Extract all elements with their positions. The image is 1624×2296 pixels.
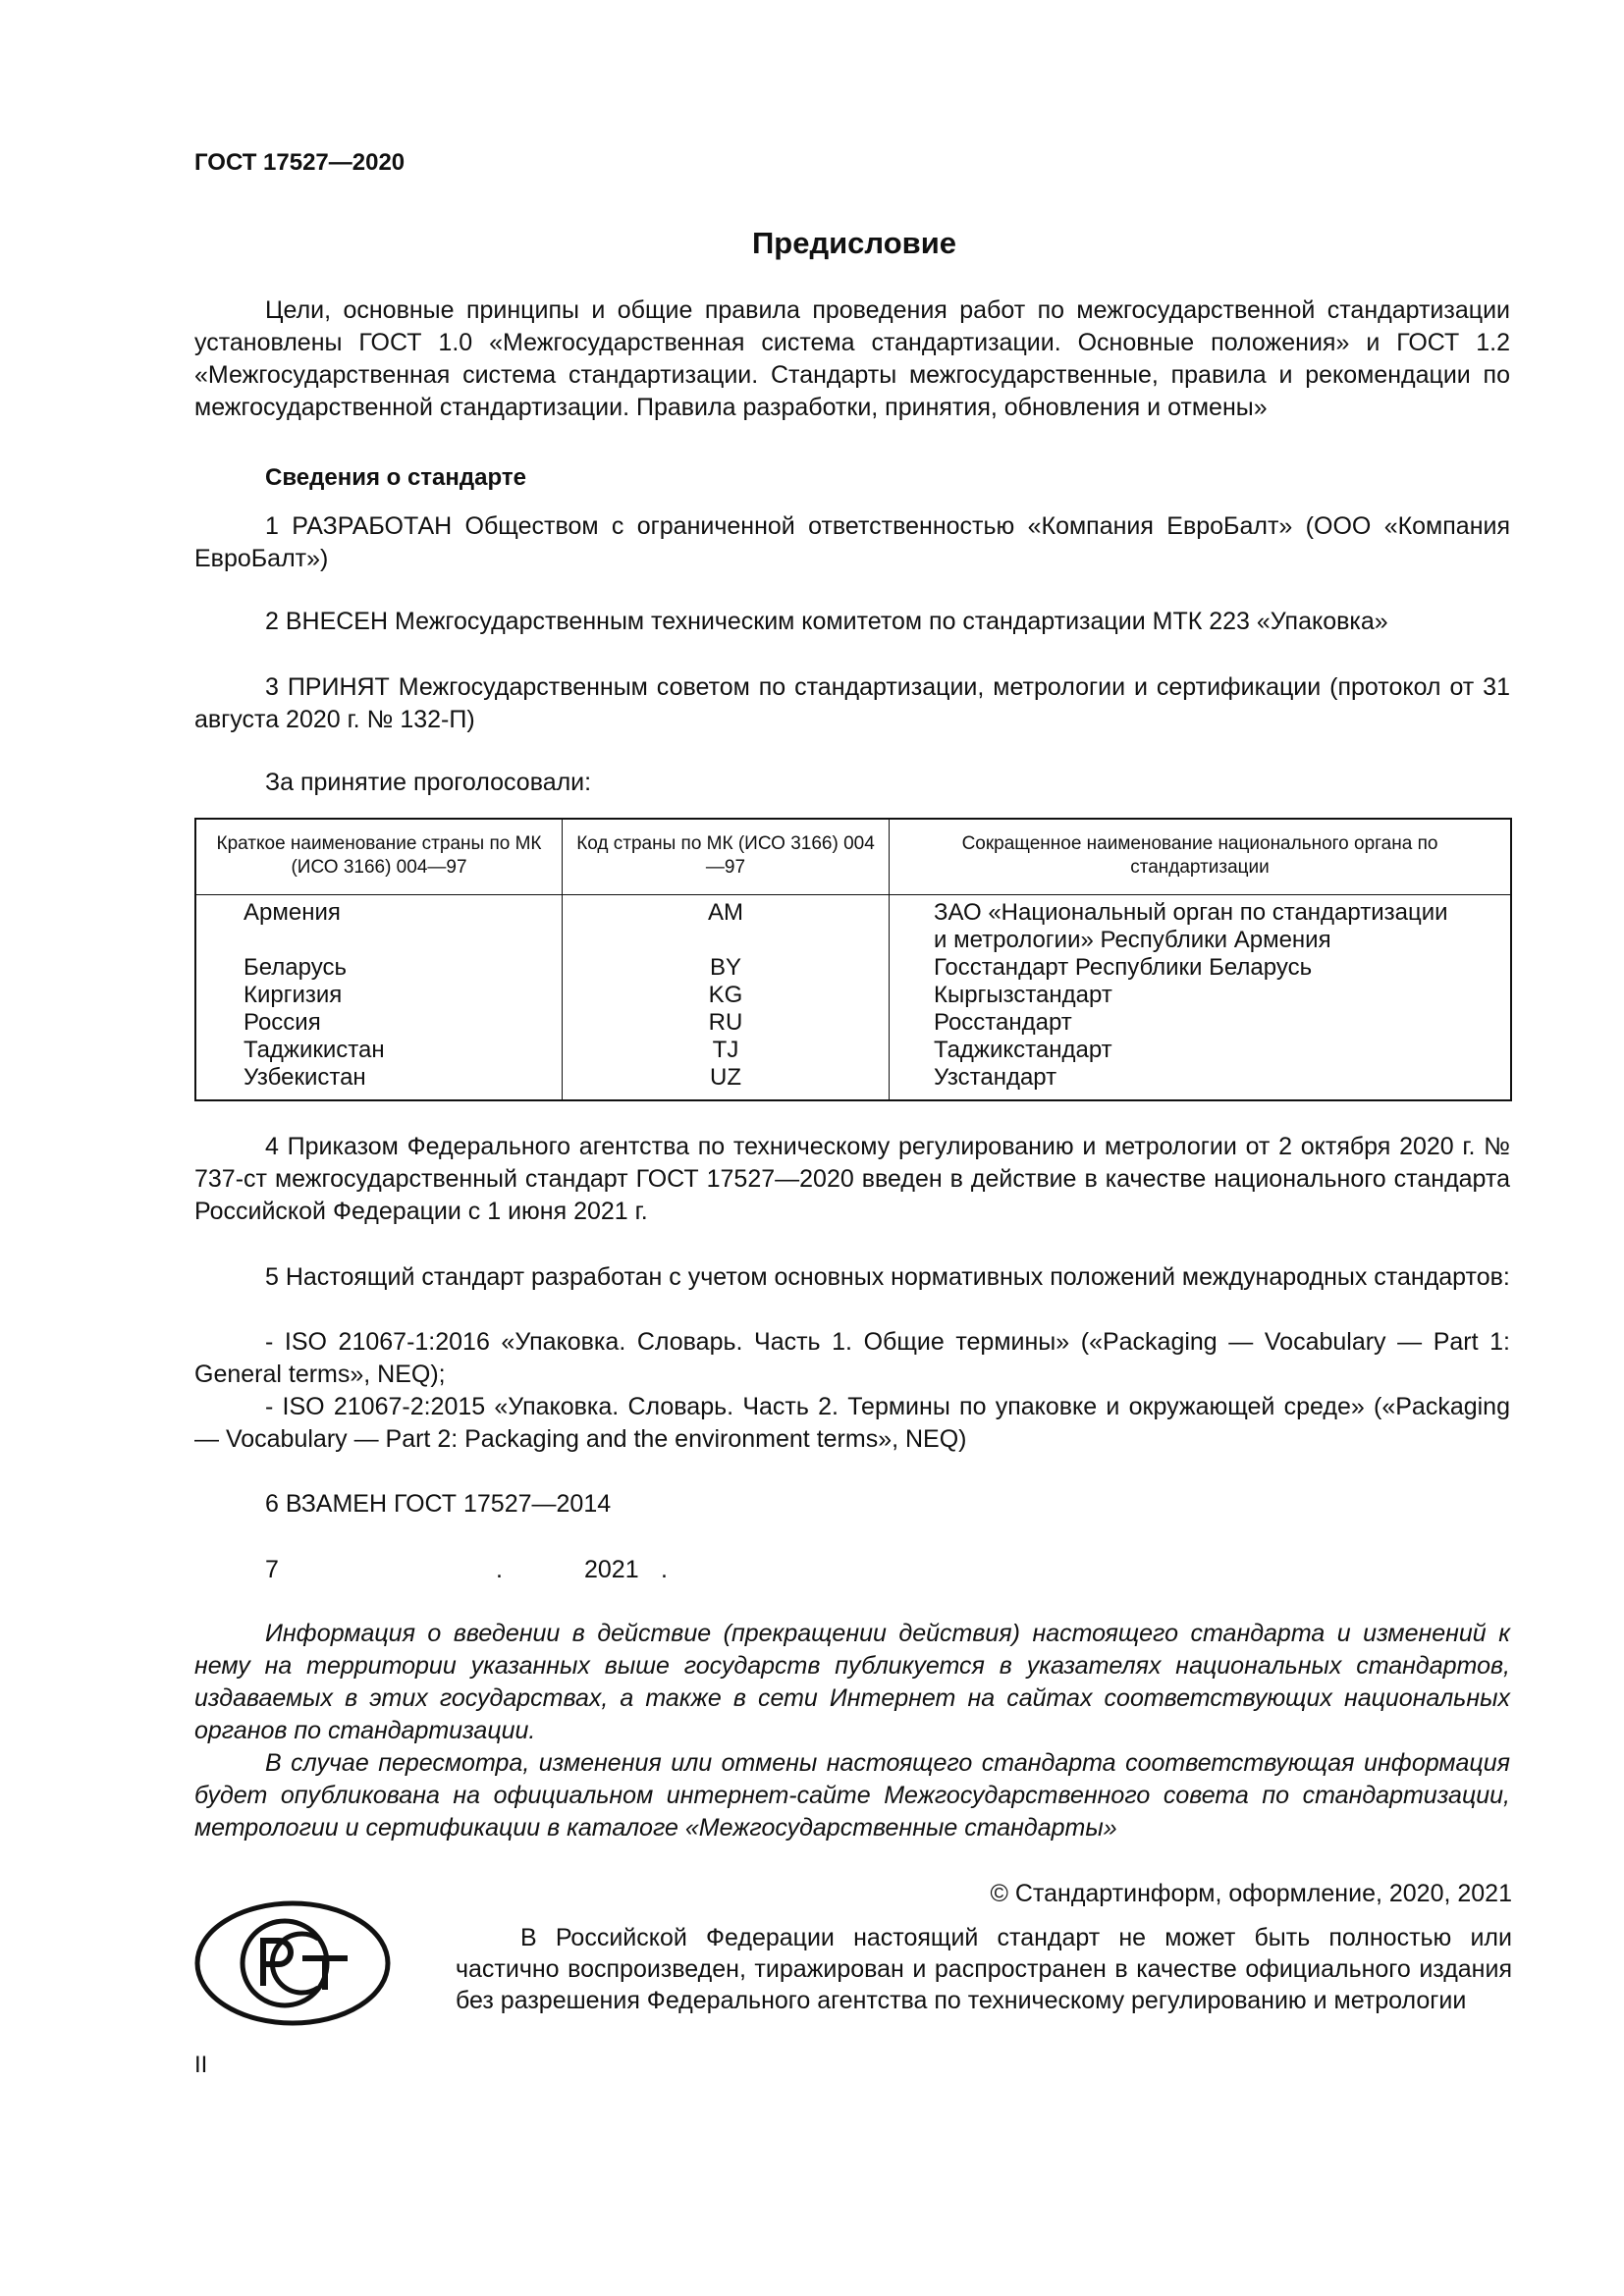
- code-cell: BY: [709, 954, 741, 981]
- code-cell: RU: [708, 1009, 743, 1036]
- code-cell: AM: [708, 899, 743, 926]
- item-5: 5 Настоящий стандарт разработан с учетом основных нормативных положений международных стандартов:: [265, 1263, 1510, 1291]
- code-column: [563, 895, 890, 1101]
- body-cell: Таджикстандарт: [934, 1037, 1112, 1063]
- item-7-year: 2021: [584, 1556, 639, 1583]
- country-cell: Таджикистан: [244, 1037, 385, 1063]
- header-country: Краткое наименование страны по МК (ИСО 3166) 004—97: [195, 819, 563, 895]
- country-cell: Узбекистан: [244, 1064, 366, 1091]
- reproduction-notice: В Российской Федерации настоящий стандарт не может быть полностью или частично воспроизведен, тиражирован и распространен в качестве официального издания без разрешения Федерального агентства по техническому регулированию и метрологии: [456, 1924, 1512, 2014]
- table-body-row: [195, 895, 1511, 1101]
- voting-table: [194, 818, 1512, 1101]
- section-heading: Сведения о стандарте: [265, 464, 526, 491]
- item-3: 3 ПРИНЯТ Межгосударственным советом по стандартизации, метрологии и сертификации (протокол от 31 августа 2020 г. № 132-П): [194, 673, 1510, 733]
- country-cell: Беларусь: [244, 954, 347, 981]
- country-cell: Россия: [244, 1009, 321, 1036]
- copyright: © Стандартинформ, оформление, 2020, 2021: [990, 1880, 1512, 1907]
- country-cell: Армения: [244, 899, 341, 926]
- body-cell: ЗАО «Национальный орган по стандартизации: [934, 899, 1448, 926]
- item-7-end: .: [661, 1556, 668, 1583]
- intro-paragraph: Цели, основные принципы и общие правила проведения работ по межгосударственной стандартизации установлены ГОСТ 1.0 «Межгосударственная система стандартизации. Основные положения» и ГОСТ 1.2 «Межгосударственная система стандартизации. Стандарты межгосударственные, правила и рекомендации по межгосударственной стандартизации. Правила разработки, принятия, обновления и отмены»: [194, 296, 1510, 421]
- certification-logo: [194, 1899, 391, 2032]
- item-4: 4 Приказом Федерального агентства по техническому регулированию и метрологии от 2 октября 2020 г. № 737-ст межгосударственный стандарт ГОСТ 17527—2020 введен в действие в качестве национального стандарта Российской Федерации с 1 июня 2021 г.: [194, 1133, 1510, 1225]
- item-6: 6 ВЗАМЕН ГОСТ 17527—2014: [265, 1490, 612, 1518]
- info-paragraph: Информация о введении в действие (прекращении действия) настоящего стандарта и изменений к нему на территории указанных выше государств публикуется в указателях национальных стандартов, издаваемых в этих государствах, а также в сети Интернет на сайтах соответствующих национальных органов по стандартизации.: [194, 1620, 1510, 1744]
- item-5-reference: - ISO 21067-2:2015 «Упаковка. Словарь. Часть 2. Термины по упаковке и окружающей среде» («Packaging — Vocabulary — Part 2: Packaging and the environment terms», NEQ): [194, 1393, 1510, 1453]
- item-2: 2 ВНЕСЕН Межгосударственным техническим комитетом по стандартизации МТК 223 «Упаковка»: [265, 608, 1388, 635]
- page-number: II: [194, 2052, 208, 2078]
- page-title: Предисловие: [751, 226, 956, 260]
- country-cell: Киргизия: [244, 982, 343, 1008]
- body-cell: Росстандарт: [934, 1009, 1072, 1036]
- rst-mark-icon: [194, 1899, 391, 2027]
- header-body: Сокращенное наименование национального органа по стандартизации: [890, 819, 1512, 895]
- document-id: ГОСТ 17527—2020: [194, 149, 406, 176]
- country-column: [195, 895, 563, 1101]
- body-cell: Кыргызстандарт: [934, 982, 1112, 1008]
- body-cell: и метрологии» Республики Армения: [934, 927, 1331, 953]
- item-1: 1 РАЗРАБОТАН Обществом с ограниченной ответственностью «Компания ЕвроБалт» (ООО «Компания ЕвроБалт»): [194, 512, 1510, 572]
- code-cell: UZ: [710, 1064, 741, 1091]
- body-cell: Узстандарт: [934, 1064, 1057, 1091]
- code-cell: TJ: [712, 1037, 739, 1063]
- voted-label: За принятие проголосовали:: [265, 769, 592, 796]
- item-7-number: 7: [265, 1556, 279, 1583]
- revision-paragraph: В случае пересмотра, изменения или отмены настоящего стандарта соответствующая информация будет опубликована на официальном интернет-сайте Межгосударственного совета по стандартизации, метрологии и сертификации в каталоге «Межгосударственные стандарты»: [194, 1749, 1510, 1842]
- body-cell: Госстандарт Республики Беларусь: [934, 954, 1313, 981]
- table-header-row: [195, 819, 1511, 895]
- item-5-reference: - ISO 21067-1:2016 «Упаковка. Словарь. Часть 1. Общие термины» («Packaging — Vocabulary — Part 1: General terms», NEQ);: [194, 1328, 1510, 1388]
- body-column: [890, 895, 1512, 1101]
- item-7-dot: .: [496, 1556, 503, 1583]
- header-code: Код страны по МК (ИСО 3166) 004—97: [563, 819, 890, 895]
- code-cell: KG: [708, 982, 743, 1008]
